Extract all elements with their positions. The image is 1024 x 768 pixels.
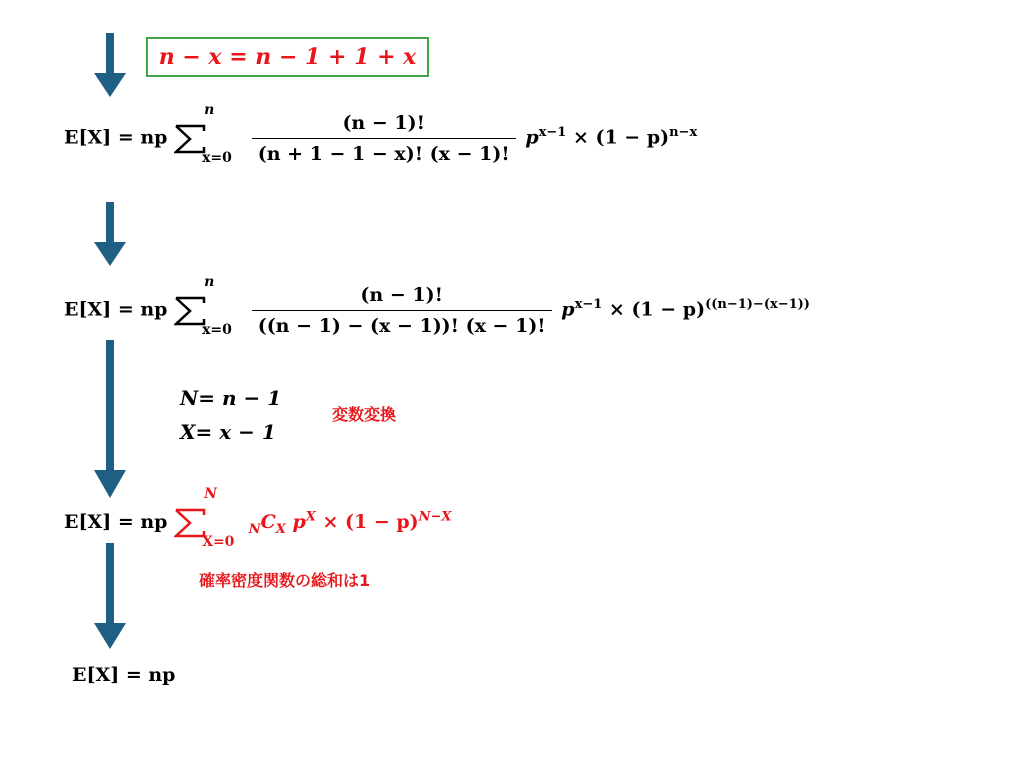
q-term: × (1 − p) <box>608 298 706 321</box>
sum-upper: N <box>204 486 217 502</box>
sum-lower: x=0 <box>202 321 232 338</box>
sum-note: 確率密度関数の総和は1 <box>199 571 371 590</box>
substitution-line-1: N= n − 1 <box>180 386 282 410</box>
q-exponent: n−x <box>669 125 698 141</box>
equation-3 <box>64 486 452 550</box>
equation-2 <box>64 273 810 338</box>
down-arrow-4 <box>92 543 128 653</box>
q-term: × (1 − p) <box>322 511 419 533</box>
sum-symbol <box>174 273 240 338</box>
p-exponent: x−1 <box>574 297 603 313</box>
identity-box <box>146 37 429 77</box>
q-term: × (1 − p) <box>572 126 670 149</box>
eq1-lhs: E[X] = np <box>64 126 168 149</box>
down-arrow-3 <box>92 340 128 500</box>
sum-upper: n <box>204 101 215 118</box>
numerator: (n − 1)! <box>360 284 443 306</box>
comb-pre: N <box>248 521 261 537</box>
comb-post: X <box>275 521 286 537</box>
p-base: p <box>561 298 575 321</box>
sum-symbol <box>174 101 240 166</box>
p-exponent: x−1 <box>538 125 567 141</box>
variable-change-label: 変数変換 <box>332 405 397 424</box>
down-arrow-1 <box>92 33 128 99</box>
sum-lower: X=0 <box>202 534 235 550</box>
fraction <box>252 112 516 165</box>
substitution-line-2: X= x − 1 <box>180 420 276 444</box>
p-exponent: X <box>305 509 316 525</box>
down-arrow-2 <box>92 202 128 268</box>
eq2-lhs: E[X] = np <box>64 298 168 321</box>
q-exponent: N−X <box>418 509 452 525</box>
fraction <box>252 284 552 337</box>
q-exponent: ((n−1)−(x−1)) <box>705 297 810 313</box>
sum-symbol <box>174 486 240 550</box>
p-base: p <box>525 126 539 149</box>
denominator: ((n − 1) − (x − 1))! (x − 1)! <box>257 315 546 337</box>
equation-4: E[X] = np <box>72 664 176 686</box>
denominator: (n + 1 − 1 − x)! (x − 1)! <box>257 143 510 165</box>
sum-upper: n <box>204 273 215 290</box>
equation-1 <box>64 101 698 166</box>
identity-text: n − x = n − 1 + 1 + x <box>158 44 417 70</box>
comb-c: C <box>260 511 276 533</box>
sum-lower: x=0 <box>202 149 232 166</box>
eq3-lhs: E[X] = np <box>64 511 168 533</box>
p-base: p <box>292 511 306 533</box>
numerator: (n − 1)! <box>342 112 425 134</box>
